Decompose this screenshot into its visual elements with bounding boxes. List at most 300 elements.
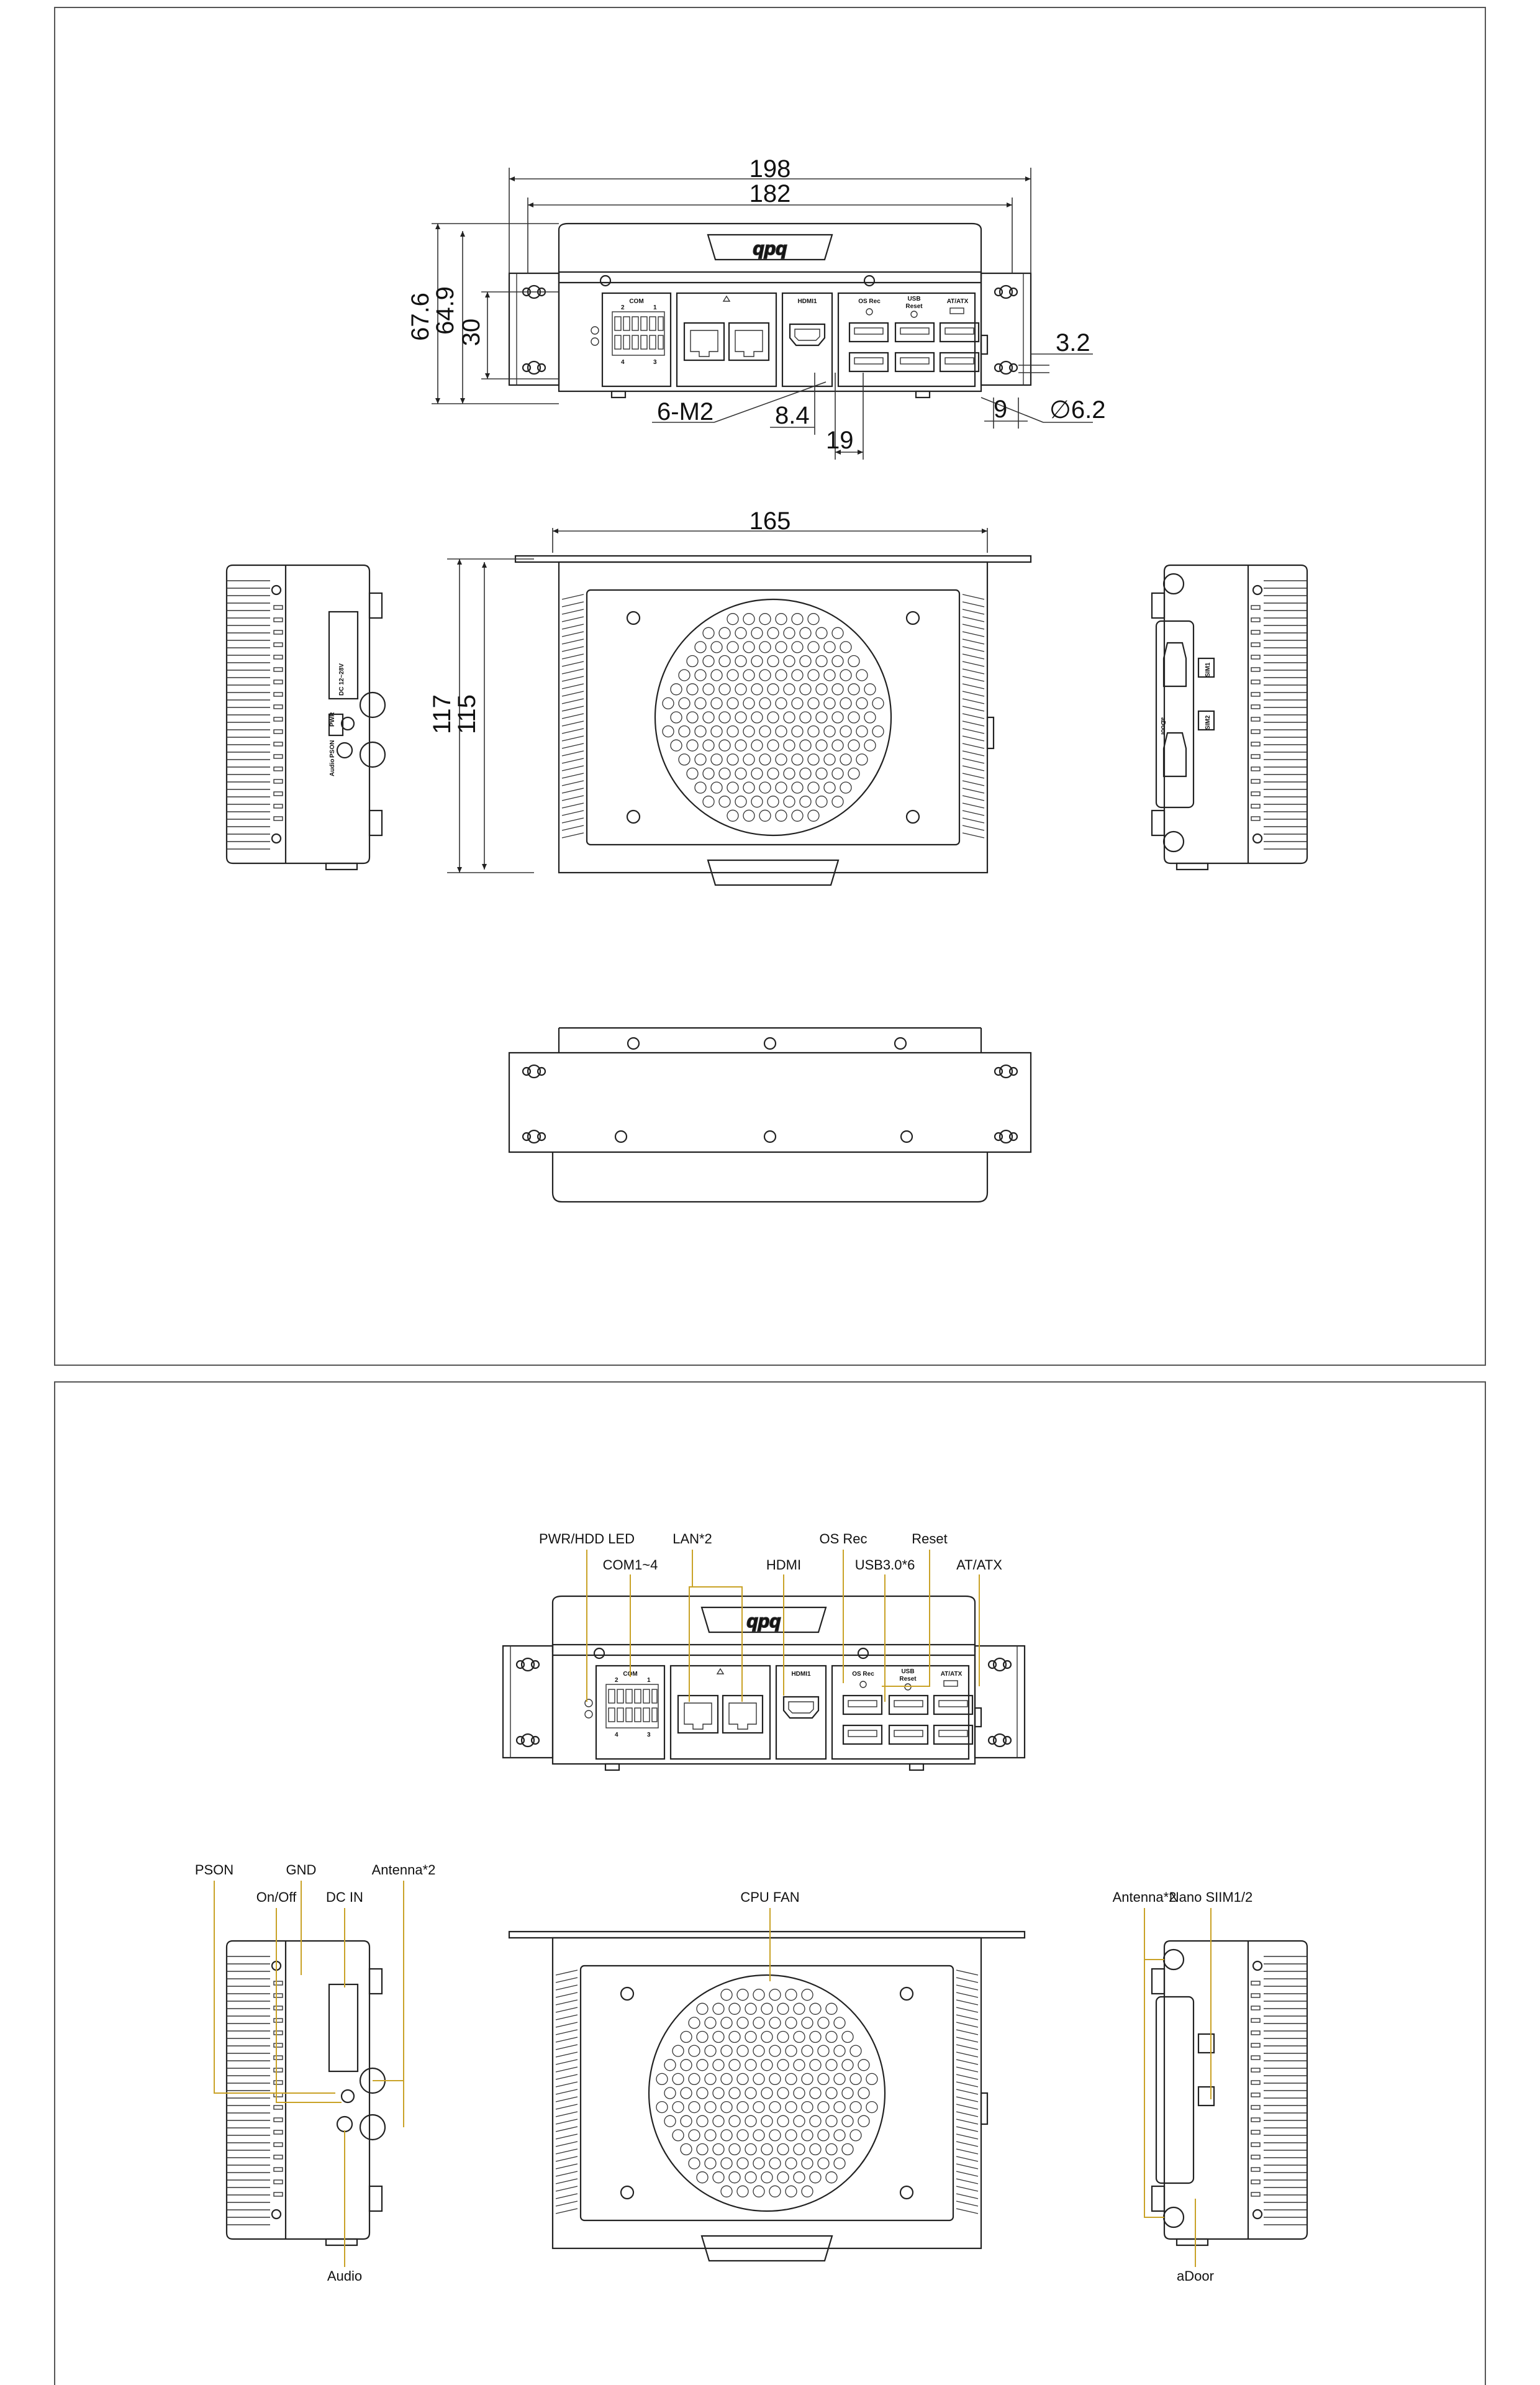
fan-vent-hole [743, 697, 754, 709]
fan-vent-hole [848, 768, 859, 779]
fan-vent-hole [792, 754, 803, 765]
callout-nano-sim: Nano SIIM1/2 [1169, 1889, 1253, 1905]
fan-vent-hole [743, 726, 754, 737]
fan-vent-hole [832, 768, 843, 779]
fan-vent-hole [759, 670, 771, 681]
fan-vent-hole [761, 2032, 772, 2043]
fan-vent-hole [840, 697, 851, 709]
fan-vent-hole [810, 2087, 821, 2099]
fan-vent-hole [802, 2045, 813, 2056]
fan-vent-hole [681, 2032, 692, 2043]
fan-vent-hole [858, 2087, 869, 2099]
fan-vent-hole [808, 697, 819, 709]
fan-vent-hole [826, 2060, 837, 2071]
fan-vent-hole [679, 697, 690, 709]
front-io-view [509, 224, 1031, 398]
fan-vent-hole [713, 2172, 724, 2183]
fan-vent-hole [792, 614, 803, 625]
fan-vent-hole [832, 627, 843, 638]
fan-vent-hole [737, 2186, 748, 2197]
fan-vent-hole [753, 2102, 764, 2113]
fan-vent-hole [832, 656, 843, 667]
fan-vent-hole [695, 670, 706, 681]
fan-vent-hole [776, 726, 787, 737]
fan-vent-hole [656, 2073, 668, 2084]
fan-vent-hole [840, 726, 851, 737]
fan-vent-hole [703, 627, 714, 638]
fan-vent-hole [834, 2130, 845, 2141]
fan-vent-hole [818, 2130, 829, 2141]
fan-grille-2 [656, 1989, 877, 2197]
fan-vent-hole [689, 2102, 700, 2113]
dim-115: 115 [453, 694, 481, 734]
fan-vent-hole [703, 712, 714, 723]
fan-vent-hole [784, 768, 795, 779]
fan-vent-hole [777, 2172, 789, 2183]
fan-callout [740, 1889, 799, 1981]
fan-vent-hole [719, 740, 730, 751]
fan-vent-hole [802, 2158, 813, 2169]
fan-vent-hole [816, 656, 827, 667]
callout-hdmi: HDMI [766, 1557, 802, 1573]
fan-vent-hole [753, 2186, 764, 2197]
fan-vent-hole [687, 684, 698, 695]
fan-vent-hole [689, 2073, 700, 2084]
fan-vent-hole [745, 2060, 756, 2071]
fan-vent-hole [737, 2130, 748, 2141]
fan-vent-hole [834, 2017, 845, 2028]
fan-vent-hole [808, 670, 819, 681]
fan-vent-hole [713, 2144, 724, 2155]
fan-vent-hole [826, 2032, 837, 2043]
fan-vent-hole [751, 740, 763, 751]
fan-vent-hole [745, 2172, 756, 2183]
fan-vent-hole [695, 726, 706, 737]
callout-at-atx: AT/ATX [956, 1557, 1002, 1573]
fan-vent-hole [794, 2060, 805, 2071]
fan-vent-hole [761, 2115, 772, 2127]
fan-vent-hole [776, 614, 787, 625]
fan-vent-hole [776, 670, 787, 681]
fan-vent-hole [768, 627, 779, 638]
sim1-label: SIM1 [1205, 662, 1212, 677]
fan-vent-hole [719, 656, 730, 667]
fan-vent-hole [681, 2087, 692, 2099]
fan-vent-hole [824, 697, 835, 709]
technical-drawing-sheet: qpq COM 2 1 4 3 HDMI1 OS Rec USB Reset AT/ATX 198 182 67.6 64.9 30 3.2 ∅6.2 9 6-M2 8.4 19 DC 12~28V PWR PSON Audio SIM1 SIM2 aDoor 165 117 115 PWR/HDD LED COM1~4 LAN*2 HDMI OS Rec USB3.0*6 Reset AT/ATX PSON GND On/Off DC IN Antenna*2 Audio CPU FAN Antenna*2 Nano SIIM1/2 aDoor [0, 0, 1540, 2385]
fan-vent-hole [792, 726, 803, 737]
fan-vent-hole [842, 2144, 853, 2155]
fan-vent-hole [751, 796, 763, 807]
fan-vent-hole [802, 2102, 813, 2113]
fan-vent-hole [727, 810, 738, 821]
fan-vent-hole [824, 726, 835, 737]
fan-vent-hole [695, 642, 706, 653]
fan-vent-hole [776, 697, 787, 709]
fan-vent-hole [663, 697, 674, 709]
fan-vent-hole [759, 614, 771, 625]
fan-vent-hole [695, 782, 706, 793]
fan-vent-hole [697, 2060, 708, 2071]
fan-vent-hole [727, 726, 738, 737]
callout-com1-4: COM1~4 [602, 1557, 658, 1573]
fan-vent-hole [753, 2158, 764, 2169]
fan-vent-hole [729, 2172, 740, 2183]
fan-vent-hole [792, 697, 803, 709]
fan-vent-hole [777, 2003, 789, 2014]
fan-vent-hole [743, 754, 754, 765]
bottom-plate-view [509, 1028, 1031, 1202]
fan-vent-hole [858, 2115, 869, 2127]
dim-64-9: 64.9 [432, 286, 459, 335]
fan-vent-hole [703, 656, 714, 667]
fan-vent-hole [721, 2045, 732, 2056]
sim2-label: SIM2 [1205, 715, 1212, 730]
fan-vent-hole [856, 754, 867, 765]
dim-165: 165 [749, 507, 791, 535]
fan-vent-hole [697, 2003, 708, 2014]
fan-vent-hole [794, 2144, 805, 2155]
dim-3-2: 3.2 [1056, 329, 1090, 357]
fan-vent-hole [721, 2130, 732, 2141]
fan-vent-hole [872, 726, 884, 737]
dim-117: 117 [428, 694, 456, 734]
fan-vent-hole [705, 2045, 716, 2056]
drawing-frame-2 [55, 1382, 1485, 2385]
fan-vent-hole [769, 1989, 781, 2001]
fan-vent-hole [832, 712, 843, 723]
fan-vent-hole [834, 2158, 845, 2169]
fan-vent-hole [824, 642, 835, 653]
fan-vent-hole [777, 2060, 789, 2071]
fan-vent-hole [808, 642, 819, 653]
fan-vent-hole [743, 782, 754, 793]
fan-vent-hole [769, 2130, 781, 2141]
fan-vent-hole [727, 782, 738, 793]
dim-67-6: 67.6 [407, 293, 434, 341]
fan-vent-hole [681, 2144, 692, 2155]
fan-vent-hole [729, 2032, 740, 2043]
fan-vent-hole [794, 2172, 805, 2183]
fan-vent-hole [751, 768, 763, 779]
fan-vent-hole [850, 2102, 861, 2113]
fan-vent-hole [826, 2087, 837, 2099]
fan-vent-hole [768, 796, 779, 807]
fan-vent-hole [840, 754, 851, 765]
fan-vent-hole [866, 2102, 877, 2113]
fan-vent-hole [856, 697, 867, 709]
fan-vent-hole [711, 697, 722, 709]
fan-vent-hole [850, 2073, 861, 2084]
fan-vent-hole [727, 754, 738, 765]
fan-vent-hole [697, 2115, 708, 2127]
callout-usb30: USB3.0*6 [854, 1557, 915, 1573]
fan-vent-hole [673, 2102, 684, 2113]
fan-vent-hole [842, 2115, 853, 2127]
fan-vent-hole [824, 782, 835, 793]
fan-vent-hole [713, 2115, 724, 2127]
fan-vent-hole [663, 726, 674, 737]
fan-vent-hole [769, 2158, 781, 2169]
fan-vent-hole [727, 614, 738, 625]
dim-dia-6-2: ∅6.2 [1049, 396, 1106, 424]
fan-vent-hole [818, 2017, 829, 2028]
callout-os-rec: OS Rec [819, 1531, 867, 1547]
fan-vent-hole [719, 712, 730, 723]
fan-vent-hole [711, 782, 722, 793]
fan-vent-hole [777, 2087, 789, 2099]
fan-grille-1 [663, 614, 884, 822]
fan-vent-hole [745, 2087, 756, 2099]
fan-vent-hole [711, 754, 722, 765]
fan-vent-hole [848, 740, 859, 751]
callout-antenna-left: Antenna*2 [371, 1862, 436, 1878]
fan-vent-hole [745, 2032, 756, 2043]
fan-vent-hole [818, 2102, 829, 2113]
fan-vent-hole [759, 810, 771, 821]
fan-vent-hole [703, 768, 714, 779]
fan-vent-hole [753, 2073, 764, 2084]
fan-vent-hole [858, 2060, 869, 2071]
fan-vent-hole [737, 2017, 748, 2028]
fan-vent-hole [810, 2144, 821, 2155]
fan-vent-hole [826, 2144, 837, 2155]
fan-vent-hole [786, 2045, 797, 2056]
fan-vent-hole [703, 684, 714, 695]
pson-label: PSON [329, 740, 336, 758]
fan-vent-hole [864, 684, 876, 695]
fan-vent-hole [761, 2172, 772, 2183]
fan-vent-hole [872, 697, 884, 709]
fan-vent-hole [705, 2130, 716, 2141]
fan-vent-hole [753, 1989, 764, 2001]
fan-vent-hole [751, 712, 763, 723]
fan-vent-hole [824, 754, 835, 765]
fan-vent-hole [850, 2130, 861, 2141]
fan-vent-hole [737, 2102, 748, 2113]
fan-vent-hole [786, 2102, 797, 2113]
dim-182: 182 [749, 180, 791, 207]
fan-vent-hole [697, 2087, 708, 2099]
fan-vent-hole [816, 768, 827, 779]
right-callouts [1113, 1889, 1253, 2284]
fan-vent-hole [816, 627, 827, 638]
fan-vent-hole [810, 2172, 821, 2183]
fan-vent-hole [751, 684, 763, 695]
fan-vent-hole [687, 656, 698, 667]
fan-vent-hole [810, 2032, 821, 2043]
fan-vent-hole [864, 712, 876, 723]
callout-lan2: LAN*2 [673, 1531, 712, 1547]
fan-vent-hole [745, 2115, 756, 2127]
fan-vent-hole [784, 627, 795, 638]
fan-vent-hole [711, 726, 722, 737]
fan-vent-hole [777, 2115, 789, 2127]
fan-vent-hole [850, 2045, 861, 2056]
audio-port-label: Audio [329, 758, 336, 776]
fan-vent-hole [689, 2017, 700, 2028]
fan-vent-hole [711, 670, 722, 681]
fan-vent-hole [784, 740, 795, 751]
fan-vent-hole [727, 642, 738, 653]
fan-vent-hole [842, 2032, 853, 2043]
fan-vent-hole [769, 2045, 781, 2056]
fan-vent-hole [802, 2130, 813, 2141]
fan-vent-hole [759, 782, 771, 793]
fan-vent-hole [719, 627, 730, 638]
fan-vent-hole [832, 684, 843, 695]
fan-vent-hole [794, 2003, 805, 2014]
fan-vent-hole [840, 642, 851, 653]
fan-vent-hole [721, 2102, 732, 2113]
fan-vent-hole [705, 2158, 716, 2169]
fan-vent-hole [848, 712, 859, 723]
left-side-view [227, 565, 385, 870]
fan-vent-hole [664, 2087, 676, 2099]
fan-vent-hole [856, 726, 867, 737]
fan-vent-hole [721, 2073, 732, 2084]
fan-vent-hole [759, 726, 771, 737]
right-side-view-callouts [1152, 1941, 1307, 2245]
fan-vent-hole [784, 712, 795, 723]
top-fan-view [515, 556, 1031, 885]
fan-vent-hole [721, 2158, 732, 2169]
fan-vent-hole [800, 656, 811, 667]
fan-vent-hole [808, 754, 819, 765]
fan-vent-hole [769, 2186, 781, 2197]
fan-vent-hole [679, 726, 690, 737]
fan-vent-hole [753, 2045, 764, 2056]
fan-vent-hole [703, 740, 714, 751]
fan-vent-hole [713, 2060, 724, 2071]
fan-vent-hole [786, 2158, 797, 2169]
fan-vent-hole [735, 796, 746, 807]
fan-vent-hole [761, 2003, 772, 2014]
dim-19: 19 [826, 427, 854, 454]
fan-vent-hole [721, 1989, 732, 2001]
fan-vent-hole [768, 656, 779, 667]
fan-vent-hole [713, 2003, 724, 2014]
fan-vent-hole [729, 2087, 740, 2099]
fan-vent-hole [786, 2186, 797, 2197]
fan-vent-hole [826, 2115, 837, 2127]
fan-vent-hole [848, 684, 859, 695]
fan-vent-hole [697, 2032, 708, 2043]
fan-vent-hole [689, 2045, 700, 2056]
fan-vent-hole [735, 712, 746, 723]
fan-vent-hole [735, 656, 746, 667]
fan-vent-hole [832, 796, 843, 807]
callout-cpu-fan: CPU FAN [740, 1889, 800, 1905]
front-io-view-callouts [503, 1596, 1025, 1770]
callout-on-off: On/Off [256, 1889, 297, 1905]
fan-vent-hole [856, 670, 867, 681]
fan-vent-hole [759, 642, 771, 653]
fan-vent-hole [671, 740, 682, 751]
fan-vent-hole [824, 670, 835, 681]
fan-vent-hole [794, 2115, 805, 2127]
fan-vent-hole [656, 2102, 668, 2113]
fan-vent-hole [840, 670, 851, 681]
fan-vent-hole [842, 2060, 853, 2071]
fan-vent-hole [768, 768, 779, 779]
fan-vent-hole [777, 2144, 789, 2155]
pwr-label: PWR [329, 712, 336, 727]
fan-vent-hole [705, 2017, 716, 2028]
fan-vent-hole [800, 796, 811, 807]
fan-vent-hole [818, 2073, 829, 2084]
fan-vent-hole [808, 782, 819, 793]
fan-vent-hole [784, 656, 795, 667]
fan-vent-hole [776, 810, 787, 821]
fan-vent-hole [679, 670, 690, 681]
fan-vent-hole [681, 2115, 692, 2127]
fan-vent-hole [810, 2060, 821, 2071]
fan-vent-hole [769, 2017, 781, 2028]
fan-vent-hole [866, 2073, 877, 2084]
fan-vent-hole [786, 2017, 797, 2028]
dc-input-label: DC 12~28V [338, 663, 345, 696]
fan-vent-hole [737, 2073, 748, 2084]
fan-vent-hole [794, 2087, 805, 2099]
fan-vent-hole [729, 2115, 740, 2127]
fan-vent-hole [842, 2087, 853, 2099]
dim-8-4: 8.4 [775, 402, 810, 429]
callout-reset: Reset [912, 1531, 948, 1547]
fan-vent-hole [816, 712, 827, 723]
fan-vent-hole [695, 754, 706, 765]
fan-vent-hole [826, 2003, 837, 2014]
fan-vent-hole [816, 740, 827, 751]
fan-vent-hole [751, 656, 763, 667]
fan-vent-hole [832, 740, 843, 751]
fan-vent-hole [743, 614, 754, 625]
front-dimensions [407, 155, 1105, 460]
fan-vent-hole [753, 2017, 764, 2028]
fan-vent-hole [800, 712, 811, 723]
fan-vent-hole [818, 2045, 829, 2056]
fan-vent-hole [713, 2087, 724, 2099]
fan-vent-hole [826, 2172, 837, 2183]
fan-vent-hole [792, 670, 803, 681]
fan-vent-hole [768, 684, 779, 695]
fan-vent-hole [759, 697, 771, 709]
fan-vent-hole [737, 1989, 748, 2001]
fan-vent-hole [737, 2045, 748, 2056]
fan-vent-hole [697, 2172, 708, 2183]
fan-vent-hole [703, 796, 714, 807]
fan-vent-hole [802, 2073, 813, 2084]
fan-vent-hole [664, 2060, 676, 2071]
fan-vent-hole [719, 796, 730, 807]
fan-vent-hole [786, 1989, 797, 2001]
fan-vent-hole [800, 627, 811, 638]
fan-vent-hole [705, 2102, 716, 2113]
fan-vent-hole [761, 2087, 772, 2099]
fan-vent-hole [743, 642, 754, 653]
fan-vent-hole [834, 2102, 845, 2113]
fan-vent-hole [681, 2060, 692, 2071]
fan-vent-hole [719, 684, 730, 695]
fan-vent-hole [713, 2032, 724, 2043]
dim-9: 9 [994, 396, 1008, 423]
fan-vent-hole [687, 768, 698, 779]
fan-vent-hole [695, 697, 706, 709]
fan-vent-hole [671, 684, 682, 695]
callout-pson: PSON [194, 1862, 234, 1878]
fan-vent-hole [769, 2102, 781, 2113]
dim-6-m2: 6-M2 [657, 398, 714, 425]
